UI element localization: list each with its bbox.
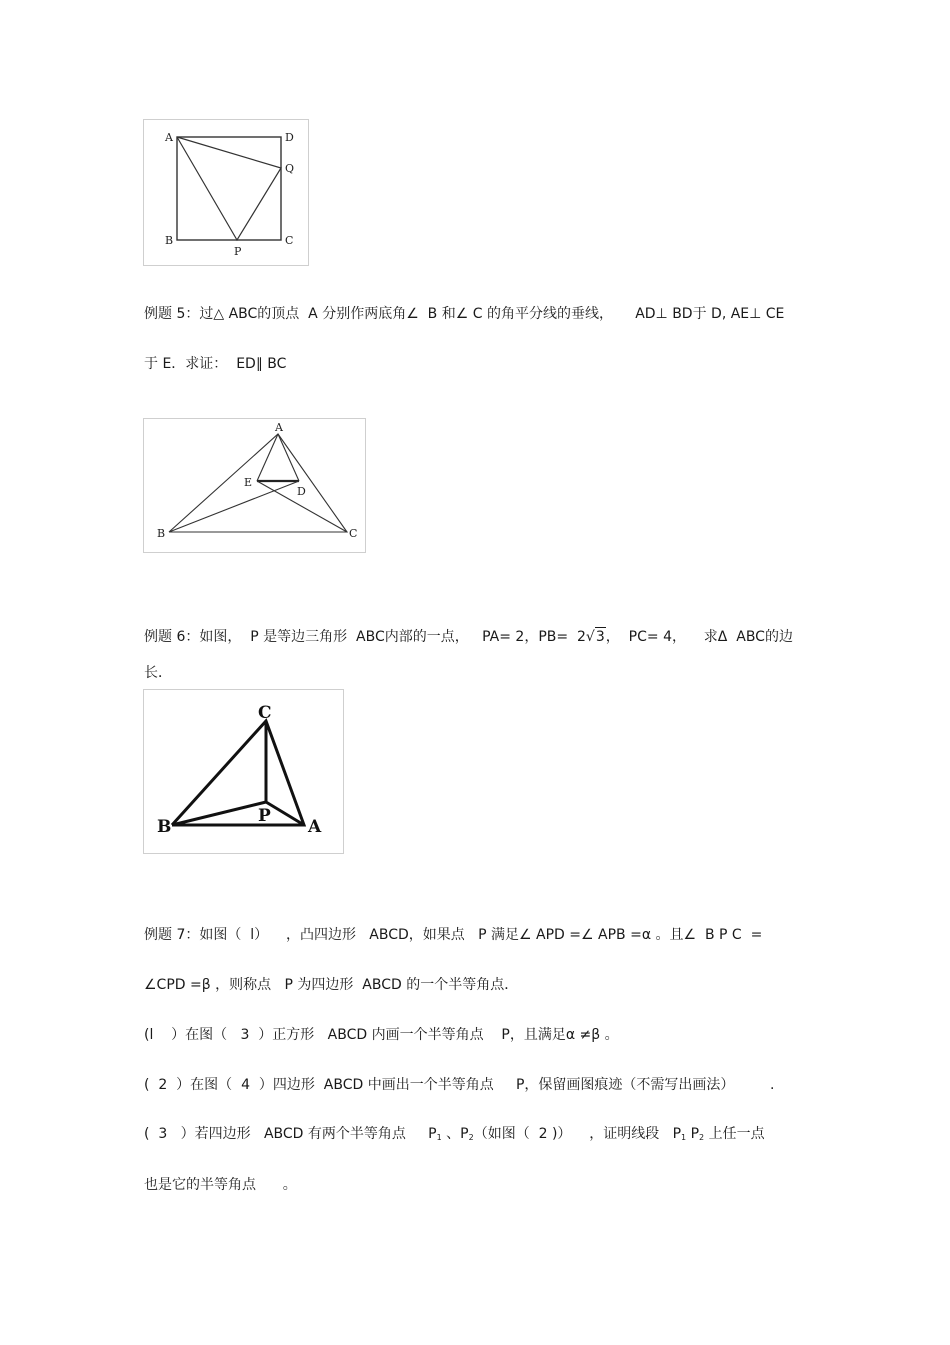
sqrt-symbol: √3 xyxy=(585,629,605,645)
label-Q: Q xyxy=(285,162,295,175)
part3-text-c: （如图（ 2 )） ，证明线段 P xyxy=(473,1126,682,1142)
figure-equilateral-p xyxy=(143,689,344,854)
example7-line1: 例题 7：如图（ l） ，凸四边形 ABCD，如果点 P 满足∠ APD =∠ APB =α 。且∠ B P C = xyxy=(144,927,763,943)
figure-triangle-ed-drawing xyxy=(144,419,367,554)
label-A: A xyxy=(165,131,173,144)
subscript-2: 2 xyxy=(468,1133,474,1142)
part3-text-a: ( 3 ）若四边形 ABCD 有两个半等角点 P xyxy=(144,1126,437,1142)
example7-part4: 也是它的半等角点 。 xyxy=(144,1177,297,1193)
subscript-2: 2 xyxy=(699,1133,705,1142)
label-E: E xyxy=(244,476,253,489)
label-C: C xyxy=(349,527,358,540)
figure-rectangle-apq xyxy=(143,119,309,266)
label-C: C xyxy=(258,703,272,723)
part3-text-e: 上任一点 xyxy=(704,1126,765,1142)
example6-line2: 长． xyxy=(144,665,172,681)
label-D: D xyxy=(297,485,306,498)
label-B: B xyxy=(157,817,172,837)
example6-line1-pre: 例题 6：如图， P 是等边三角形 ABC内部的一点， PA= 2，PB= 2 xyxy=(144,629,586,645)
label-P: P xyxy=(234,245,242,258)
example5-line2: 于 E．求证： ED∥ BC xyxy=(144,356,287,372)
example5-line1: 例题 5：过△ ABC的顶点 A 分别作两底角∠ B 和∠ C 的角平分线的垂线， AD⊥ BD于 D, AE⊥ CE xyxy=(144,306,785,322)
example7-part1: (l ）在图（ 3 ）正方形 ABCD 内画一个半等角点 P，且满足α ≠β 。 xyxy=(144,1027,619,1043)
label-A: A xyxy=(308,817,322,837)
example7-part3 xyxy=(144,1125,765,1147)
figure-equilateral-p-drawing xyxy=(144,690,345,855)
subscript-1: 1 xyxy=(681,1133,687,1142)
sqrt-radicand: 3 xyxy=(595,629,605,645)
label-B: B xyxy=(157,527,166,540)
figure-triangle-ed xyxy=(143,418,366,553)
example6-line1 xyxy=(144,627,793,646)
subscript-1: 1 xyxy=(436,1133,442,1142)
part3-text-b: 、P xyxy=(441,1126,469,1142)
example7-part2: ( 2 ）在图（ 4 ）四边形 ABCD 中画出一个半等角点 P，保留画图痕迹（不需写出画法） . xyxy=(144,1077,775,1093)
part3-text-d: P xyxy=(686,1126,700,1142)
label-C: C xyxy=(285,234,294,247)
figure-rectangle-apq-drawing xyxy=(144,120,310,267)
label-B: B xyxy=(165,234,174,247)
label-P: P xyxy=(258,806,271,826)
example7-line2: ∠CPD =β ，则称点 P 为四边形 ABCD 的一个半等角点． xyxy=(144,977,519,993)
label-A: A xyxy=(275,421,283,434)
example6-line1-post: ， PC= 4， 求Δ ABC的边 xyxy=(605,629,793,645)
label-D: D xyxy=(285,131,294,144)
